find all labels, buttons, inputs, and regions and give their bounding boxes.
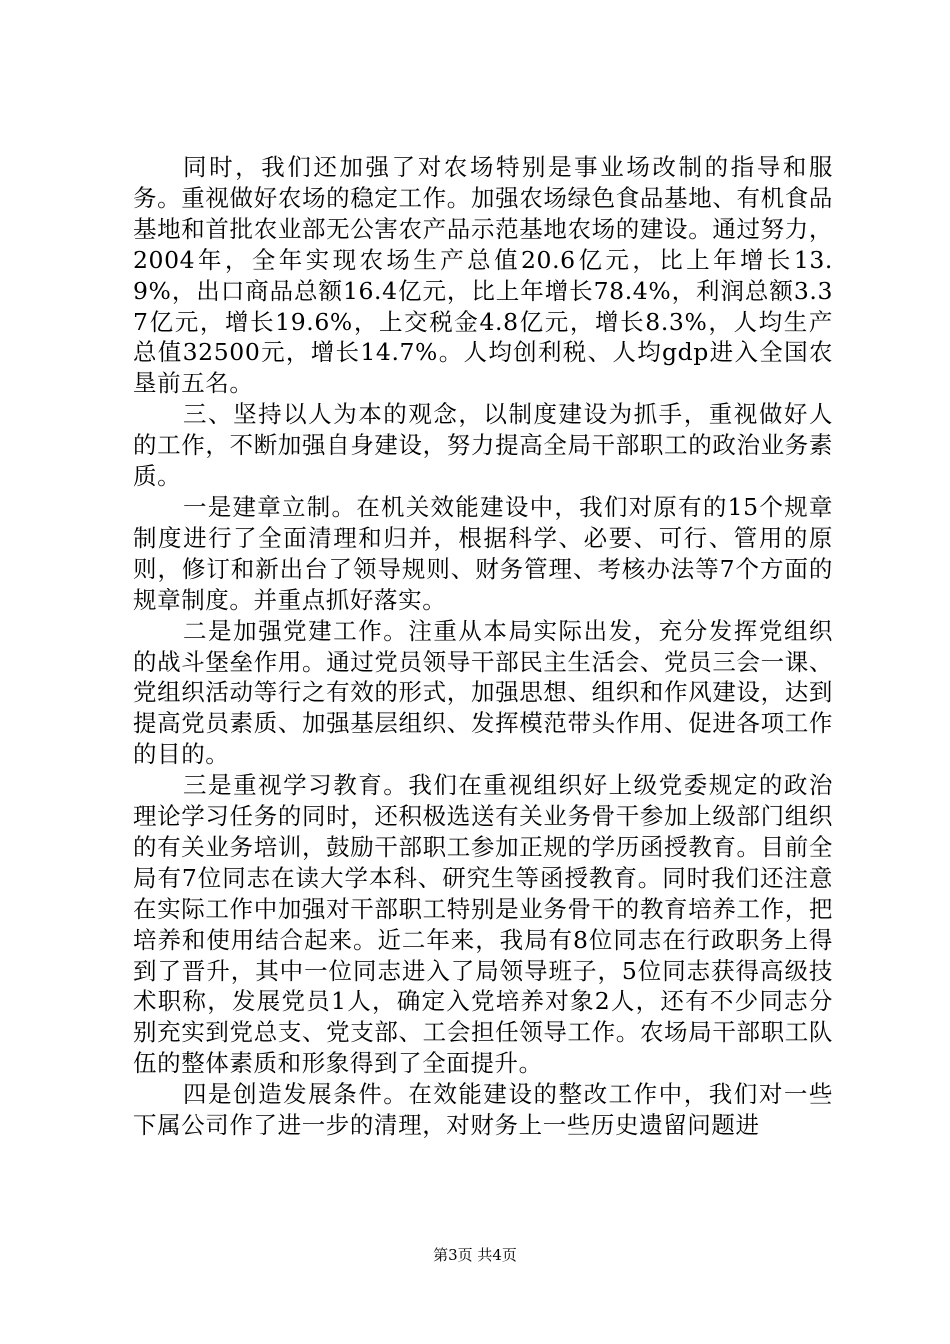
paragraph-study-education: 三是重视学习教育。我们在重视组织好上级党委规定的政治理论学习任务的同时，还积极选送有关业务骨干参加上级部门组织的有关业务培训，鼓励干部职工参加正规的学历函授教育。目前全局有7位同志在读大学本科、研究生等函授教育。同时我们还注意在实际工作中加强对干部职工特别是业务骨干的教育培养工作，把培养和使用结合起来。近二年来，我局有8位同志在行政职务上得到了晋升，其中一位同志进入了局领导班子，5位同志获得高级技术职称，发展党员1人，确定入党培养对象2人，还有不少同志分别充实到党总支、党支部、工会担任领导工作。农场局干部职工队伍的整体素质和形象得到了全面提升。 <box>133 771 833 1078</box>
paragraph-development-conditions: 四是创造发展条件。在效能建设的整改工作中，我们对一些下属公司作了进一步的清理，对财务上一些历史遗留问题进 <box>133 1080 833 1140</box>
document-body <box>133 152 833 1141</box>
paragraph-section-three-heading: 三、坚持以人为本的观念，以制度建设为抓手，重视做好人的工作，不断加强自身建设，努力提高全局干部职工的政治业务素质。 <box>133 400 833 491</box>
paragraph-farm-results: 同时，我们还加强了对农场特别是事业场改制的指导和服务。重视做好农场的稳定工作。加强农场绿色食品基地、有机食品基地和首批农业部无公害农产品示范基地农场的建设。通过努力，2004年，全年实现农场生产总值20.6亿元，比上年增长13.9%，出口商品总额16.4亿元，比上年增长78.4%，利润总额3.37亿元，增长19.6%，上交税金4.8亿元，增长8.3%，人均生产总值32500元，增长14.7%。人均创利税、人均gdp进入全国农垦前五名。 <box>133 153 833 398</box>
page-footer: 第3页 共4页 <box>433 1246 517 1264</box>
paragraph-party-building: 二是加强党建工作。注重从本局实际出发，充分发挥党组织的战斗堡垒作用。通过党员领导干部民主生活会、党员三会一课、党组织活动等行之有效的形式，加强思想、组织和作风建设，达到提高党员素质、加强基层组织、发挥模范带头作用、促进各项工作的目的。 <box>133 616 833 769</box>
paragraph-rules-system: 一是建章立制。在机关效能建设中，我们对原有的15个规章制度进行了全面清理和归并，根据科学、必要、可行、管用的原则，修订和新出台了领导规则、财务管理、考核办法等7个方面的规章制度。并重点抓好落实。 <box>133 492 833 614</box>
